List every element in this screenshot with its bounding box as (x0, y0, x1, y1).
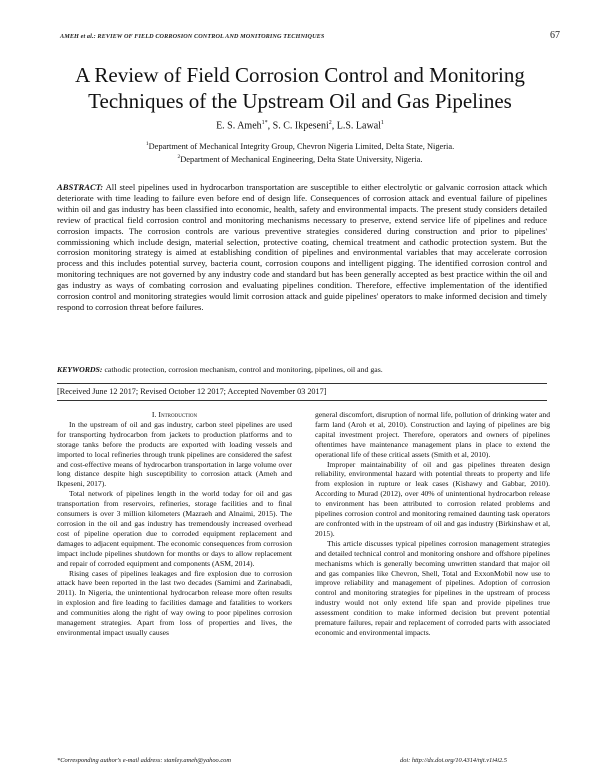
running-head: AMEH et al.: REVIEW OF FIELD CORROSION CONTROL AND MONITORING TECHNIQUES (60, 33, 325, 40)
author-2-sup: 2 (328, 120, 332, 126)
received-dates: [Received June 12 2017; Revised October 12 2017; Accepted November 03 2017] (57, 387, 327, 396)
keywords (57, 365, 547, 374)
affiliation-2 (40, 152, 560, 165)
affiliation-1 (40, 139, 560, 152)
keywords-text: cathodic protection, corrosion mechanism, control and monitoring, pipelines, oil and gas. (104, 365, 383, 374)
paragraph: This article discusses typical pipelines corrosion management strategies and detailed technical control and monitoring onshore and offshore pipelines mechanisms which is generally becoming unwritten standard that major oil and gas companies like Chevron, Shell, Total and ExxonMobil now use to improve reliability and management of pipelines. Adoption of corrosion control and monitoring strategies for pipelines in the upstream of process industry would not only extend life span and provide pipelines true assessment condition to make informed decision but prevent potential premature failures, repair and replacement of corroded parts with associated economic and environmental impacts. (315, 538, 550, 637)
author-2: S. C. Ikpeseni (272, 120, 329, 132)
affiliation-2-text: Department of Mechanical Engineering, Delta State University, Nigeria. (180, 154, 423, 164)
right-column (315, 410, 550, 638)
affiliations (40, 139, 560, 165)
author-3: L.S. Lawal (336, 120, 381, 132)
paragraph: Improper maintainability of oil and gas pipelines threaten design reliability, environmental hazard with potential threats to property and life from explosion in rupture or leak cases (Kishawy and Gabbar, 2010). According to Murad (2012), over 40% of unintentional hydrocarbon release to environment has been attributed to corrosion related problems and pipelines corrosion control and monitoring remained daunting task operators are confronted with in the upstream of oil and gas industry (Birkinshaw et al, 2015). (315, 459, 550, 538)
page-number: 67 (550, 30, 560, 41)
title-line-2: Techniques of the Upstream Oil and Gas Pipelines (88, 89, 512, 113)
affiliation-2-sup: 2 (177, 153, 181, 160)
title-line-1: A Review of Field Corrosion Control and Monitoring (75, 63, 525, 87)
affiliation-1-text: Department of Mechanical Integrity Group, Chevron Nigeria Limited, Delta State, Nigeria. (148, 141, 455, 151)
keywords-label: KEYWORDS: (57, 365, 103, 374)
section-number: I. (151, 410, 157, 419)
paper-title (40, 62, 560, 114)
author-1: E. S. Ameh (216, 120, 262, 132)
paragraph: general discomfort, disruption of normal life, pollution of drinking water and farm land (Aroh et al, 2010). Construction and laying of pipelines are big capital investment project. Therefore, operators and owners of pipelines oftentimes have maintenance management plans in place to extend the operational life of these critical assets (Smith et al, 2010). (315, 410, 550, 459)
doi-link[interactable]: doi: http://dx.doi.org/10.4314/njt.v1i4i2.5 (400, 757, 507, 764)
section-title: Introduction (158, 410, 198, 419)
author-3-sup: 1 (380, 120, 384, 126)
abstract (57, 182, 547, 313)
abstract-label: ABSTRACT: (57, 182, 104, 192)
affiliation-1-sup: 1 (145, 141, 149, 147)
authors: E. S. Ameh$^{1*}$, S. C. Ikpeseni$^2$, L.S. Lawal$^1$ (216, 120, 384, 132)
paragraph: Rising cases of pipelines leakages and fire explosion due to corrosion attack have been reported in the last two decades (Samimi and Zarinabadi, 2011). In Nigeria, the unintentional hydrocarbon release more often results in explosion and fire leading to facilities damage and fatalities to workers and communities along the right of way owing to poor pipelines corrosion management strategies. Apart from loss of properties and lives, the environmental impact usually causes (57, 568, 292, 637)
left-column (57, 410, 292, 638)
section-heading (57, 410, 292, 420)
author-1-sup: 1* (261, 120, 268, 126)
abstract-text: All steel pipelines used in hydrocarbon transportation are susceptible to either electrolytic or galvanic corrosion attack which deteriorate with time leading to failure even before end of design life. Consequences of corrosion attack and eventual failure of pipelines within oil and gas industry has been classified into economic, health, safety and environmental impacts. The present study considers detailed review of practical field corrosion control and monitoring mechanisms necessary to preserve, extend service life of pipelines and reduce corrosion impacts. The corrosion controls are various preventive strategies considered during construction and prior to pipelines' commissioning which include design, material selection, protective coating, chemical treatment and cathodic protection system. But the corrosion monitoring strategy is aimed at establishing condition of pipelines and environmental variables that may accelerate corrosion process and this includes potential survey, bacteria count, corrosion coupons and intelligent pigging. The identified corrosion control and monitoring techniques are not governed by any industry code and standard but has been generally accepted as best practice within the oil and gas industry as ways of combating corrosion and evaluating pipelines condition. Therefore, effective implementation of the identified corrosion control and monitoring strategies would limit corrosion attack and guide pipelines' operators to make informed decision and timely respond to corrosion threat before failures. (57, 182, 547, 312)
paragraph: In the upstream of oil and gas industry, carbon steel pipelines are used for transporting hydrocarbon from jackets to production platforms and to storage tanks before the products are exported with loading vessels and imported to local refineries through trunk pipelines are considered the safest and cost-effective means of hydrocarbon transportation in large volume over long distance despite high susceptibility to corrosion attack (Ameh and Ikpeseni, 2017). (57, 419, 292, 489)
paragraph: Total network of pipelines length in the world today for oil and gas transportation from reservoirs, refineries, storage facilities and to final consumers is over 3 million kilometers (Mazraeh and Alnaimi, 2015). The corrosion in the oil and gas industry has tremendously increased overhead cost of pipeline operation due to corroded equipment replacement and damages to adjacent equipment. The economic consequences from corrosion impact include pipelines shutdown for months or days to allow replacement and repair of corroded equipment and components (ASM, 2014). (57, 489, 292, 568)
rule-bottom (57, 400, 547, 401)
corresponding-author-footnote: *Corresponding author's e-mail address: stanley.ameh@yahoo.com (57, 757, 231, 764)
rule-top (57, 383, 547, 384)
